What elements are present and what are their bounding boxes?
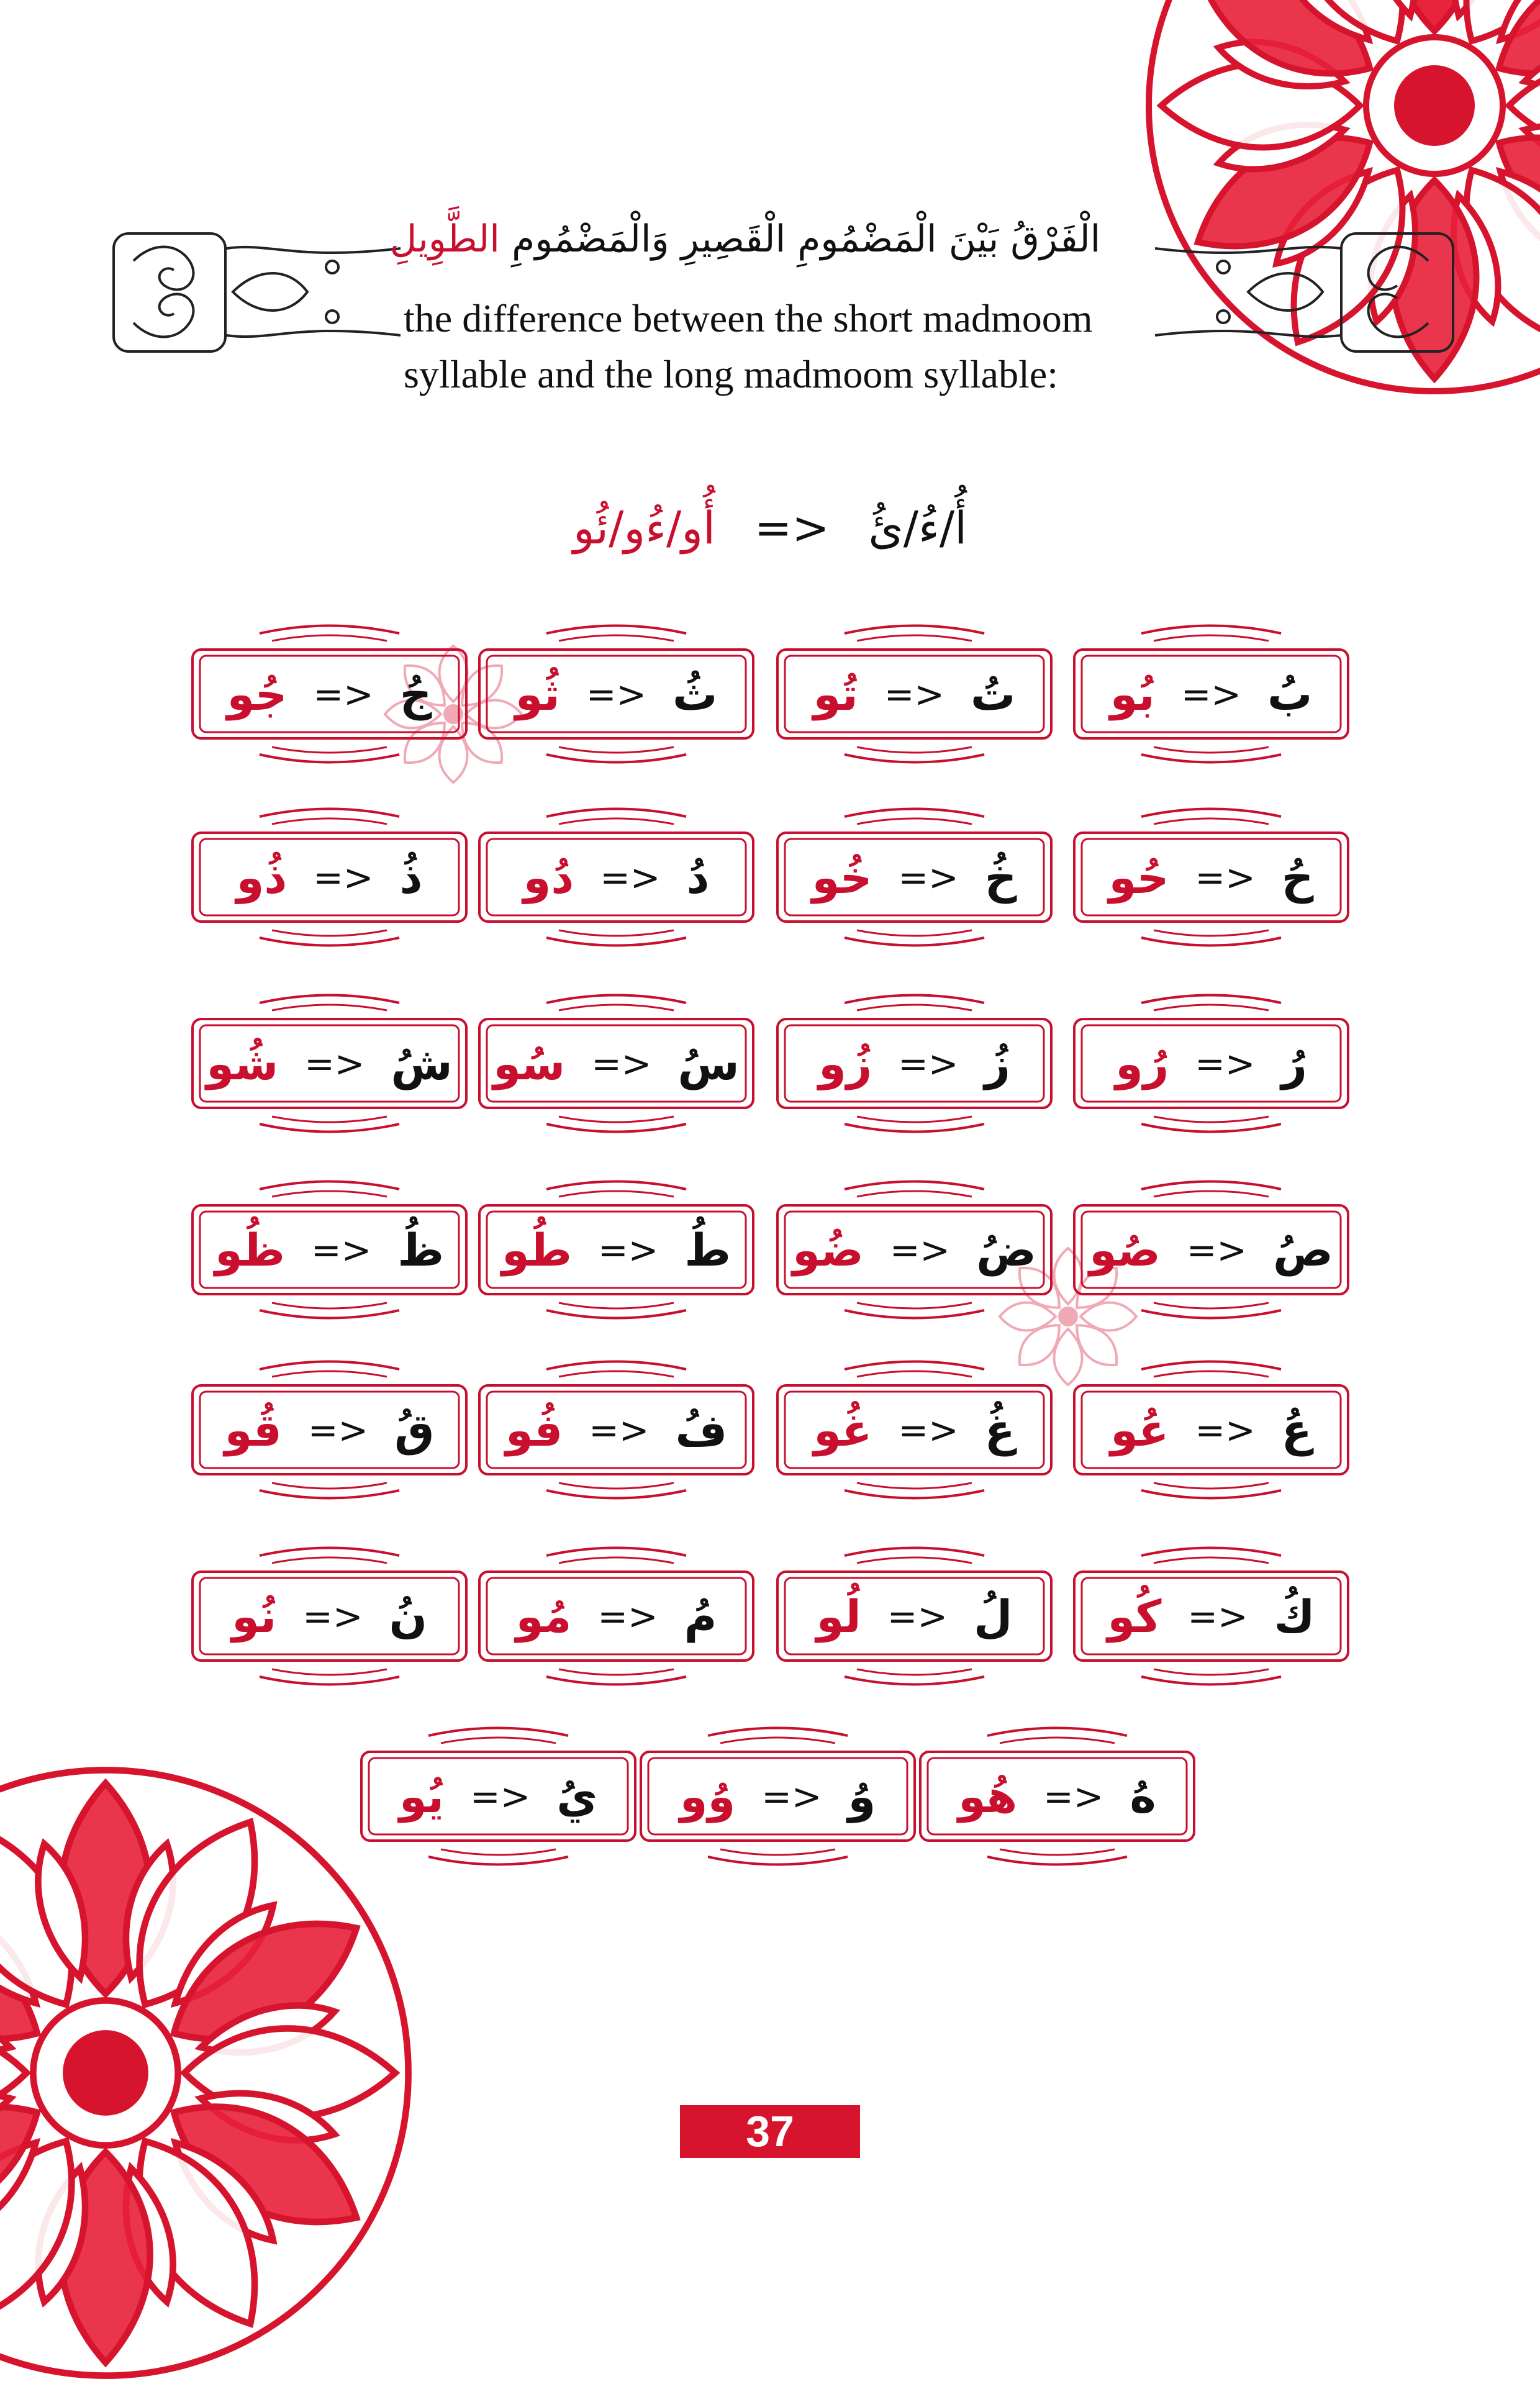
syllable-card [919,1748,1195,1844]
short-syllable: حُ [1281,851,1314,904]
short-syllable: هُ [1130,1770,1156,1823]
short-syllable: فُ [675,1403,728,1456]
short-syllable: ثُ [673,668,718,720]
long-syllable: هُو [958,1770,1018,1823]
card-content [776,1382,1053,1478]
syllable-card [640,1748,916,1844]
arrow-symbol: <= [307,1408,369,1451]
long-syllable: فُو [505,1403,563,1456]
short-syllable: كُ [1274,1590,1315,1643]
card-content [776,1568,1053,1664]
syllable-card [478,1568,754,1664]
syllable-card [1073,646,1349,742]
arrow-symbol: <= [1195,1408,1256,1451]
arrow-symbol: <= [313,673,374,715]
card-content [1073,646,1349,742]
card-content [776,1202,1053,1298]
short-syllable: ذُ [399,851,423,904]
syllable-card [478,829,754,925]
short-syllable: زُ [984,1037,1010,1090]
arrow-symbol: <= [304,1042,365,1085]
arrow-symbol: <= [1186,1228,1248,1271]
card-content [360,1748,636,1844]
rule-long: أُو/ءُو/ئُو [573,502,715,554]
long-syllable: كُو [1107,1590,1162,1643]
syllable-card [776,646,1053,742]
short-syllable: تُ [971,668,1016,720]
syllable-card [1073,1015,1349,1112]
arrow-symbol: <= [898,1042,959,1085]
short-syllable: يُ [556,1770,598,1823]
short-syllable: رُ [1281,1037,1307,1090]
long-syllable: خُو [812,851,872,904]
short-syllable: ضُ [976,1223,1036,1276]
short-syllable: قُ [394,1403,435,1456]
syllable-card [776,1568,1053,1664]
short-syllable: طُ [684,1223,731,1276]
long-syllable: سُو [493,1037,566,1090]
arrow-symbol: <= [302,1595,363,1638]
card-content [478,1382,754,1478]
arrow-symbol: <= [597,1595,658,1638]
short-syllable: وُ [848,1770,876,1823]
card-content [478,646,754,742]
long-syllable: يُو [399,1770,444,1823]
long-syllable: شُو [206,1037,279,1090]
arrow-symbol: <= [898,1408,959,1451]
arrow-symbol: <= [889,1228,951,1271]
syllable-card [191,646,468,742]
card-content [478,1568,754,1664]
syllable-card [478,1015,754,1112]
syllable-card [191,1382,468,1478]
card-content [1073,1015,1349,1112]
short-syllable: جُ [399,668,432,720]
long-syllable: مُو [515,1590,572,1643]
long-syllable: صُو [1089,1223,1161,1276]
syllable-card [1073,1568,1349,1664]
arrow-symbol: <= [591,1042,652,1085]
rule-arrow: <= [754,502,830,554]
card-content [191,646,468,742]
short-syllable: خُ [984,851,1017,904]
long-syllable: طُو [502,1223,572,1276]
long-syllable: تُو [813,668,858,720]
syllable-card [191,1202,468,1298]
arrow-symbol: <= [1180,673,1242,715]
english-title-line-1: the difference between the short madmoom [404,296,1093,340]
long-syllable: بُو [1110,668,1155,720]
card-content [919,1748,1195,1844]
card-content [191,1382,468,1478]
arrow-symbol: <= [1187,1595,1248,1638]
syllable-card [776,1202,1053,1298]
rule-short: أُ/ءُ/ئُ [868,502,967,554]
long-syllable: عُو [1110,1403,1169,1456]
long-syllable: زُو [818,1037,872,1090]
short-syllable: لُ [973,1590,1013,1643]
short-syllable: صُ [1273,1223,1333,1276]
arrow-symbol: <= [313,856,374,899]
syllable-card [776,829,1053,925]
syllable-card [191,1015,468,1112]
card-content [191,1202,468,1298]
arrow-symbol: <= [598,1228,659,1271]
card-content [776,829,1053,925]
long-syllable: دُو [523,851,574,904]
long-syllable: نُو [232,1590,277,1643]
syllable-card [191,829,468,925]
short-syllable: بُ [1267,668,1313,720]
arrow-symbol: <= [600,856,661,899]
long-syllable: ثُو [515,668,560,720]
syllable-card [776,1015,1053,1112]
short-syllable: غُ [984,1403,1015,1456]
syllable-card [1073,1382,1349,1478]
long-syllable: حُو [1108,851,1169,904]
english-title-line-2: syllable and the long madmoom syllable: [404,352,1059,396]
arrow-symbol: <= [1195,1042,1256,1085]
syllable-card [1073,829,1349,925]
syllable-card [776,1382,1053,1478]
long-syllable: جُو [227,668,288,720]
card-content [191,1568,468,1664]
arrow-symbol: <= [884,673,945,715]
long-syllable: لُو [816,1590,861,1643]
arabic-title-main: الْفَرْقُ بَيْنَ الْمَضْمُومِ الْقَصِيرِ وَالْمَضْمُومِ [512,217,1101,261]
card-content [1073,1202,1349,1298]
short-syllable: شُ [391,1037,453,1090]
long-syllable: ضُو [792,1223,864,1276]
card-content [1073,1382,1349,1478]
arrow-symbol: <= [1195,856,1256,899]
syllable-card [1073,1202,1349,1298]
long-syllable: ظُو [215,1223,285,1276]
arrow-symbol: <= [898,856,959,899]
short-syllable: ظُ [397,1223,444,1276]
card-content [478,1202,754,1298]
syllable-card [191,1568,468,1664]
arrow-symbol: <= [586,673,647,715]
syllable-card [478,1382,754,1478]
syllable-card [478,646,754,742]
card-content [191,1015,468,1112]
long-syllable: رُو [1115,1037,1169,1090]
card-content [640,1748,916,1844]
short-syllable: مُ [684,1590,717,1643]
card-content [1073,829,1349,925]
card-content [191,829,468,925]
long-syllable: قُو [224,1403,282,1456]
arrow-symbol: <= [589,1408,650,1451]
short-syllable: دُ [686,851,710,904]
long-syllable: وُو [679,1770,736,1823]
arrow-symbol: <= [887,1595,948,1638]
card-content [478,829,754,925]
arrow-symbol: <= [761,1775,822,1818]
long-syllable: غُو [813,1403,872,1456]
card-content [776,1015,1053,1112]
card-content [478,1015,754,1112]
arrow-symbol: <= [470,1775,531,1818]
page-number: 37 [680,2105,860,2158]
long-syllable: ذُو [236,851,288,904]
short-syllable: عُ [1281,1403,1312,1456]
card-content [776,646,1053,742]
arabic-title-accent: الطَّوِيلِ [389,217,500,261]
arrow-symbol: <= [1043,1775,1104,1818]
short-syllable: سُ [677,1037,740,1090]
syllable-card [360,1748,636,1844]
arrow-symbol: <= [311,1228,372,1271]
short-syllable: نُ [389,1590,427,1643]
card-content [1073,1568,1349,1664]
syllable-card [478,1202,754,1298]
